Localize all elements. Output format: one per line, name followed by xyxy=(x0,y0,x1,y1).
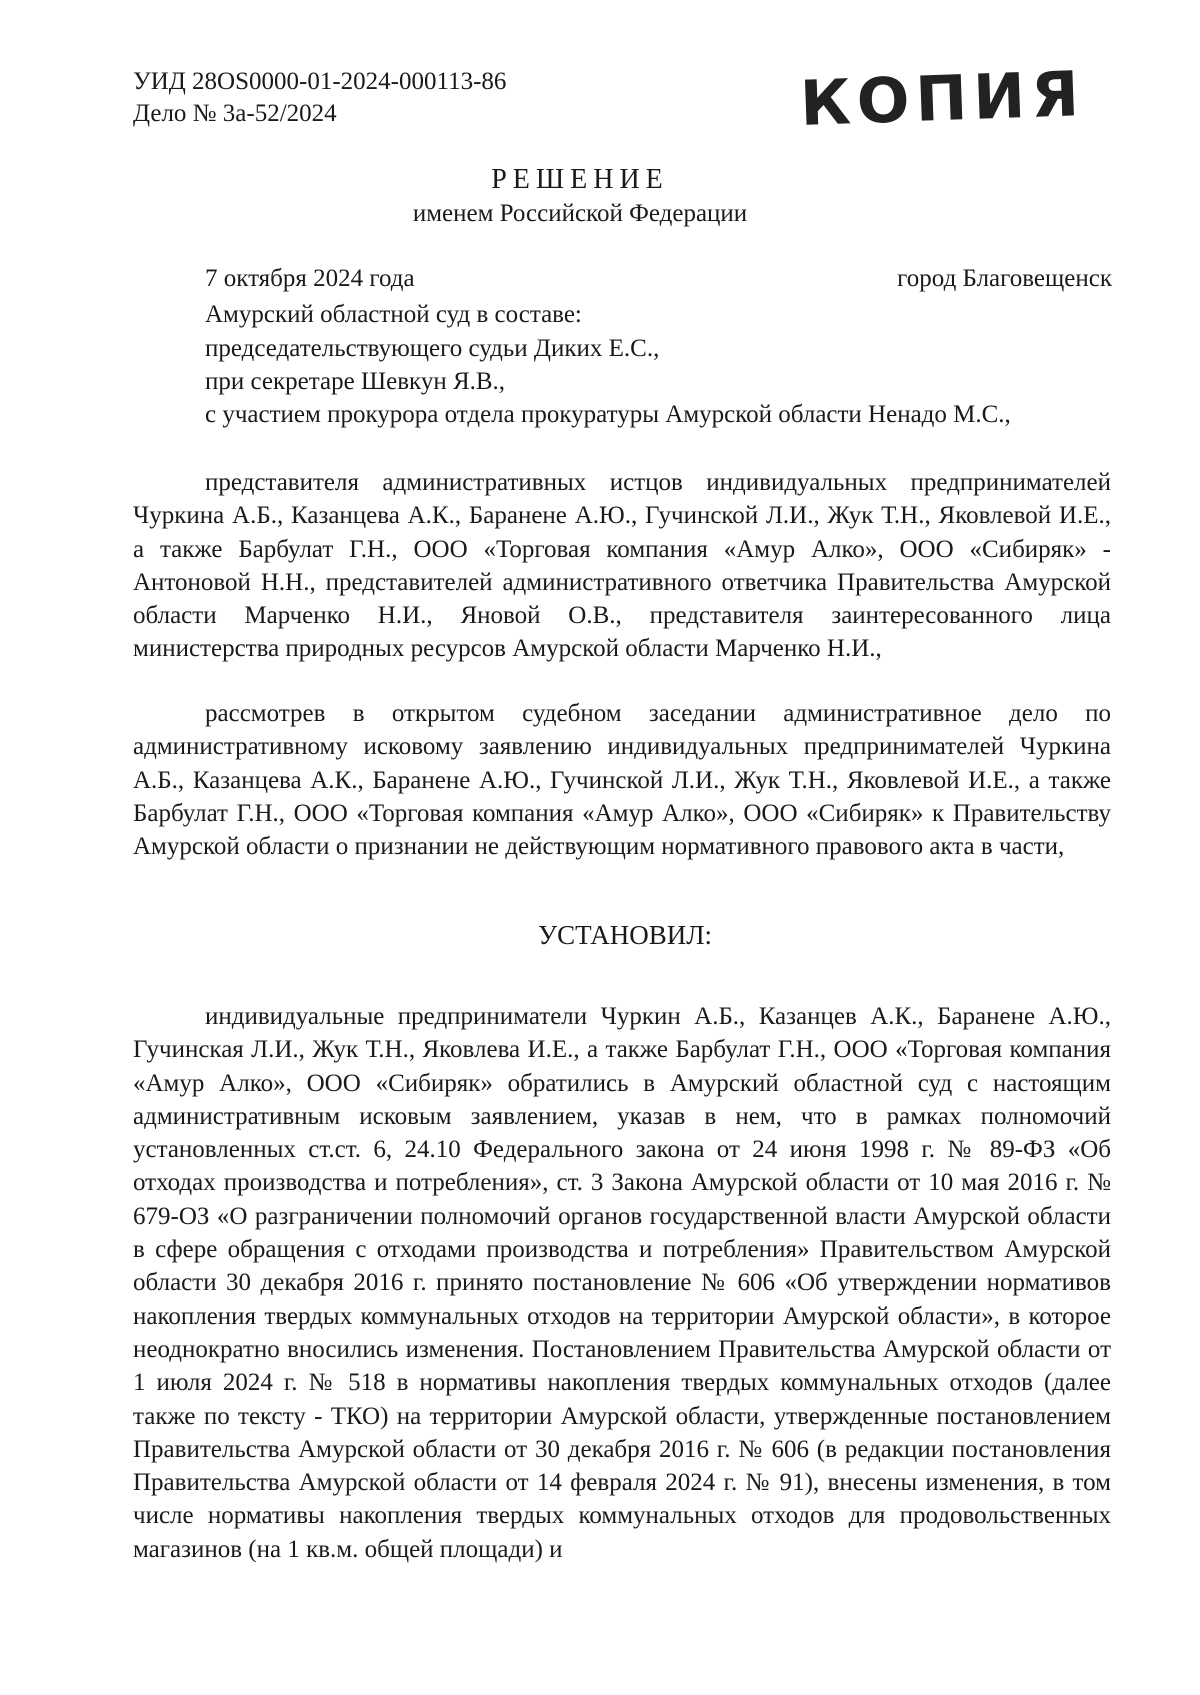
court-secretary: при секретаре Шевкун Я.В., xyxy=(205,368,506,395)
case-header xyxy=(133,66,506,130)
representatives-paragraph: представителя административных истцов индивидуальных предпринимателей Чуркина А.Б., Казанцева А.К., Бараненe А.Ю., Гучинской Л.И., Жук Т.Н., Яковлевой И.Е., а также Барбулат Г.Н., ООО «Торговая компания «Амур Алко», ООО «Сибиряк» - Антоновой Н.Н., представителей административного ответчика Правительства Амурской области Марченко Н.И., Яновой О.В., представителя заинтересованного лица министерства природных ресурсов Амурской области Марченко Н.И., xyxy=(133,469,1111,663)
section-heading: УСТАНОВИЛ: xyxy=(537,920,713,950)
court-composition: Амурский областной суд в составе: xyxy=(205,301,582,328)
prosecutor-paragraph: с участием прокурора отдела прокуратуры Амурской области Ненадо М.С., xyxy=(205,401,1011,428)
presiding-judge: председательствующего судьи Диких Е.С., xyxy=(205,335,660,362)
decision-city: город Благовещенск xyxy=(897,265,1112,292)
considered-paragraph: рассмотрев в открытом судебном заседании административное дело по административному исковому заявлению индивидуальных предпринимателей Чуркина А.Б., Казанцева А.К., Бараненe А.Ю., Гучинской Л.И., Жук Т.Н., Яковлевой И.Е., а также Барбулат Г.Н., ООО «Торговая компания «Амур Алко», ООО «Сибиряк» к Правительству Амурской области о признании не действующим нормативного правового акта в части, xyxy=(133,700,1111,861)
case-number: Дело № 3а-52/2024 xyxy=(133,100,337,127)
decision-date: 7 октября 2024 года xyxy=(205,265,415,292)
body-paragraph: индивидуальные предприниматели Чуркин А.Б., Казанцев А.К., Бараненe А.Ю., Гучинская Л.И., Жук Т.Н., Яковлева И.Е., а также Барбулат Г.Н., ООО «Торговая компания «Амур Алко», ООО «Сибиряк» обратились в Амурский областной суд с настоящим административным исковым заявлением, указав в нем, что в рамках полномочий установленных ст.ст. 6, 24.10 Федерального закона от 24 июня 1998 г. № 89-ФЗ «Об отходах производства и потребления», ст. 3 Закона Амурской области от 10 мая 2016 г. № 679-ОЗ «О разграничении полномочий органов государственной власти Амурской области в сфере обращения с отходами производства и потребления» Правительством Амурской области 30 декабря 2016 г. принято постановление № 606 «Об утверждении нормативов накопления твердых коммунальных отходов на территории Амурской области», в которое неоднократно вносились изменения. Постановлением Правительства Амурской области от 1 июля 2024 г. № 518 в нормативы накопления твердых коммунальных отходов (далее также по тексту - ТКО) на территории Амурской области, утвержденные постановлением Правительства Амурской области от 30 декабря 2016 г. № 606 (в редакции постановления Правительства Амурской области от 14 февраля 2024 г. № 91), внесены изменения, в том числе нормативы накопления твердых коммунальных отходов для продовольственных магазинов (на 1 кв.м. общей площади) и xyxy=(133,1003,1111,1563)
document-title: РЕШЕНИЕ xyxy=(491,164,669,195)
uid-line: УИД 28OS0000-01-2024-000113-86 xyxy=(133,68,507,95)
document-subtitle: именем Российской Федерации xyxy=(412,200,748,227)
copy-stamp: КОПИЯ xyxy=(798,57,1087,140)
